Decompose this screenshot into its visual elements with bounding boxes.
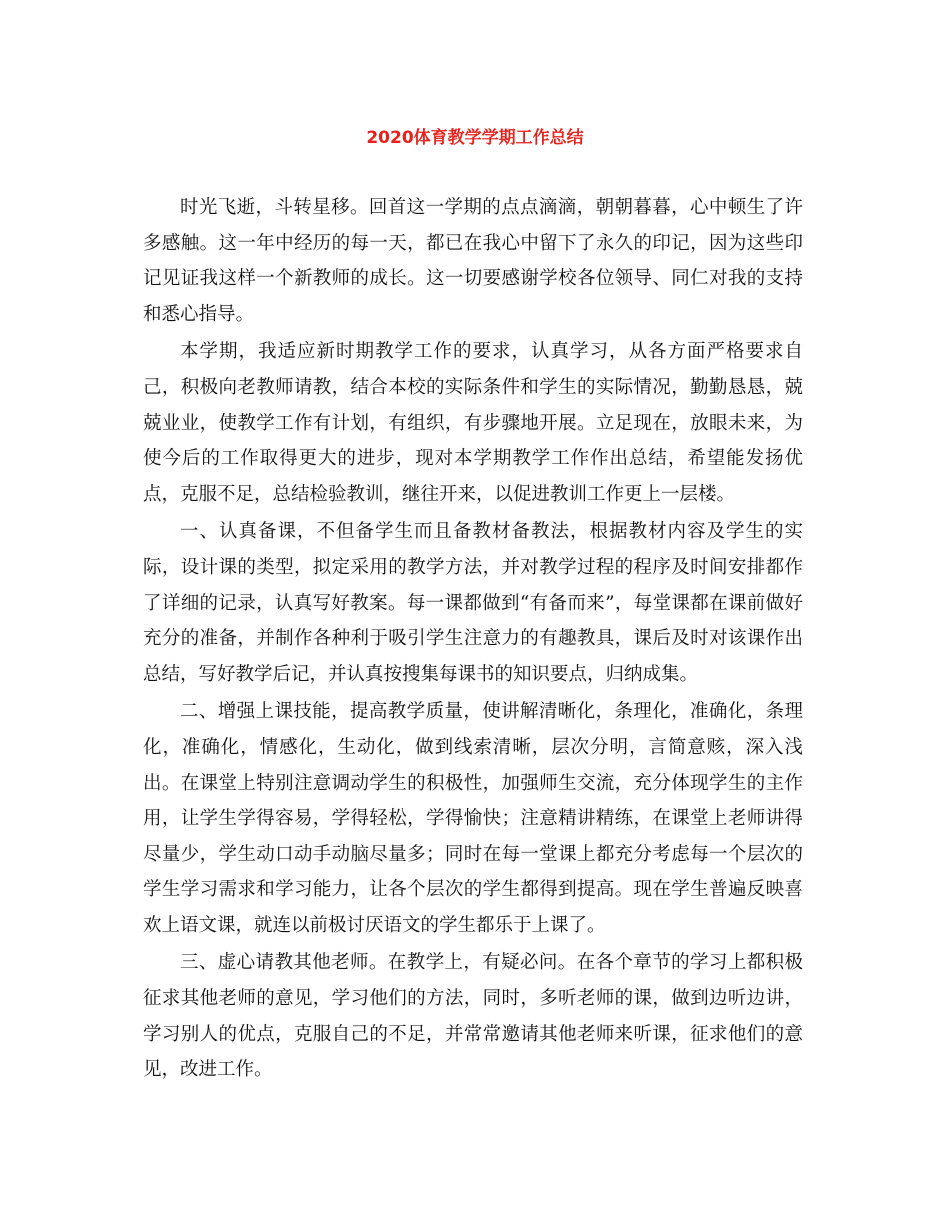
- paragraph-intro: 时光飞逝，斗转星移。回首这一学期的点点滴滴，朝朝暮暮，心中顿生了许多感触。这一年中经历的每一天，都已在我心中留下了永久的印记，因为这些印记见证我这样一个新教师的成长。这一切要感谢学校各位领导、同仁对我的支持和悉心指导。: [143, 197, 803, 325]
- paragraph-teaching-skills: 二、增强上课技能，提高教学质量，使讲解清晰化，条理化，准确化，条理化，准确化，情感化，生动化，做到线索清晰，层次分明，言简意赅，深入浅出。在课堂上特别注意调动学生的积极性，加强师生交流，充分体现学生的主作用，让学生学得容易，学得轻松，学得愉快；注意精讲精练，在课堂上老师讲得尽量少，学生动口动手动脑尽量多；同时在每一堂课上都充分考虑每一个层次的学生学习需求和学习能力，让各个层次的学生都得到提高。现在学生普遍反映喜欢上语文课，就连以前极讨厌语文的学生都乐于上课了。: [143, 701, 803, 936]
- paragraph-lesson-prep: 一、认真备课，不但备学生而且备教材备教法，根据教材内容及学生的实际，设计课的类型，拟定采用的教学方法，并对教学过程的程序及时间安排都作了详细的记录，认真写好教案。每一课都做到“有备而来”，每堂课都在课前做好充分的准备，并制作各种利于吸引学生注意力的有趣教具，课后及时对该课作出总结，写好教学后记，并认真按搜集每课书的知识要点，归纳成集。: [143, 521, 803, 685]
- document-title: 2020体育教学学期工作总结: [366, 128, 584, 148]
- paragraph-semester: 本学期，我适应新时期教学工作的要求，认真学习，从各方面严格要求自己，积极向老教师请教，结合本校的实际条件和学生的实际情况，勤勤恳恳，兢兢业业，使教学工作有计划，有组织，有步骤地开展。立足现在，放眼未来，为使今后的工作取得更大的进步，现对本学期教学工作作出总结，希望能发扬优点，克服不足，总结检验教训，继往开来，以促进教训工作更上一层楼。: [143, 341, 803, 505]
- document-body: [143, 190, 803, 1090]
- paragraph-consult-teachers: 三、虚心请教其他老师。在教学上，有疑必问。在各个章节的学习上都积极征求其他老师的意见，学习他们的方法，同时，多听老师的课，做到边听边讲，学习别人的优点，克服自己的不足，并常常邀请其他老师来听课，征求他们的意见，改进工作。: [143, 952, 803, 1081]
